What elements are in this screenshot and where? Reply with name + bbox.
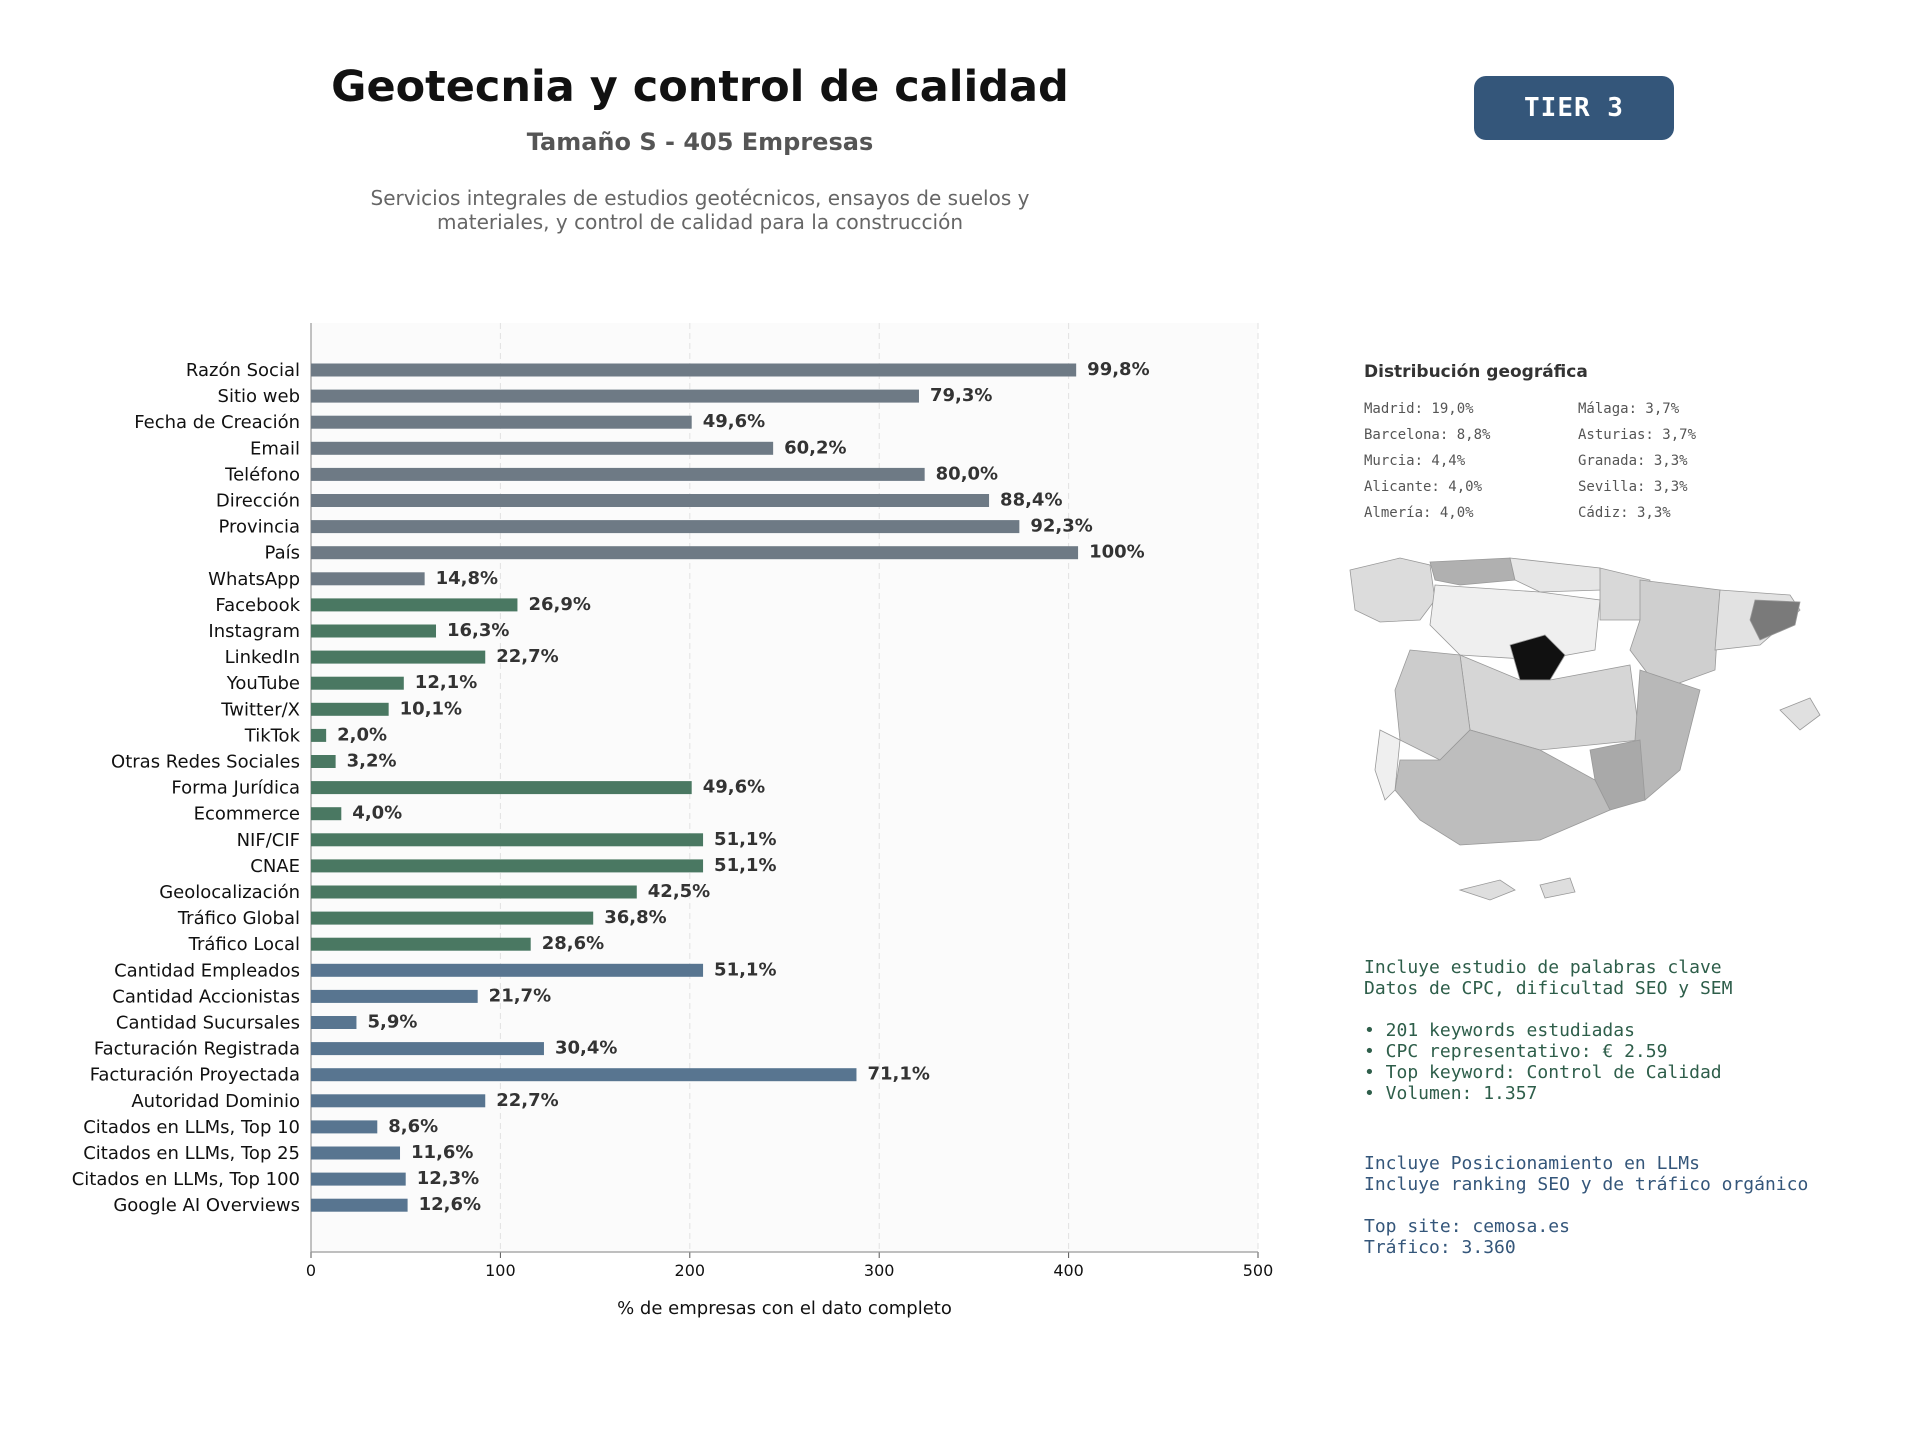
x-tick-label: 300 [863,1261,895,1280]
region-valencia [1635,670,1700,800]
data-label: 36,8% [604,907,667,929]
x-tick-label: 500 [1242,1261,1274,1280]
chart-subtitle: Tamaño S - 405 Empresas [526,128,874,156]
category-label: Cantidad Accionistas [112,986,300,1008]
data-label: 49,6% [702,411,766,433]
geo-item: Sevilla: 3,3% [1578,479,1688,495]
data-label: 14,8% [435,567,499,589]
data-label: 51,1% [714,828,777,850]
bar [311,755,336,768]
category-label: Facturación Registrada [93,1038,300,1060]
category-label: Email [250,438,300,460]
data-label: 99,8% [1087,359,1150,380]
category-label: Cantidad Sucursales [115,1012,300,1034]
bar [311,572,425,585]
data-label: 30,4% [554,1037,618,1059]
bar [311,1173,406,1186]
category-label: Facebook [215,594,300,616]
bar [311,990,478,1003]
category-label: Autoridad Dominio [131,1090,300,1112]
region-galicia [1350,558,1435,622]
category-label: Forma Jurídica [171,777,300,799]
geo-item: Granada: 3,3% [1578,453,1688,469]
bar [311,468,925,481]
category-label: CNAE [250,855,300,877]
data-label: 60,2% [784,437,847,459]
region-barcelona [1750,600,1800,640]
category-label: Teléfono [225,464,300,486]
category-label: Twitter/X [221,699,300,721]
keywords-bullet: • CPC representativo: € 2.59 [1364,1041,1668,1062]
bar [311,1042,544,1055]
keywords-bullet: • Top keyword: Control de Calidad [1364,1062,1722,1083]
geo-item: Almería: 4,0% [1364,505,1474,521]
tier-badge: TIER 3 [1474,76,1674,140]
data-label: 92,3% [1030,515,1093,537]
geo-item: Cádiz: 3,3% [1578,505,1671,521]
geo-item: Murcia: 4,4% [1364,453,1466,469]
category-label: LinkedIn [224,647,300,669]
category-label: Provincia [218,516,300,538]
category-label: Citados en LLMs, Top 100 [71,1169,300,1191]
data-label: 8,6% [388,1115,439,1137]
region-cantabria-pv [1510,558,1602,592]
bar [311,625,436,638]
data-label: 12,6% [418,1194,482,1216]
category-label: Ecommerce [193,803,300,825]
data-label: 22,7% [496,1089,559,1111]
bar [311,703,389,716]
category-label: Fecha de Creación [134,412,300,434]
geo-distribution-title: Distribución geográfica [1364,362,1588,382]
category-label: Cantidad Empleados [114,960,300,982]
keywords-bullet: • 201 keywords estudiadas [1364,1020,1635,1041]
keywords-line-2: Datos de CPC, dificultad SEO y SEM [1364,978,1733,999]
category-label: País [264,542,300,564]
data-label: 26,9% [528,593,591,615]
category-label: Geolocalización [159,882,300,903]
region-asturias [1430,558,1515,585]
category-label: Dirección [215,490,300,512]
x-tick-label: 0 [305,1261,317,1280]
data-label: 100% [1089,541,1145,563]
bar [311,912,593,925]
chart-description: Servicios integrales de estudios geotécnicos, ensayos de suelos y materiales, y control de calidad para la construcción [370,186,1030,234]
geo-item: Asturias: 3,7% [1578,427,1697,443]
region-baleares [1780,698,1820,730]
x-tick-label: 400 [1053,1261,1084,1280]
category-label: Sitio web [217,386,300,408]
bar [311,364,1076,377]
chart-title: Geotecnia y control de calidad [331,62,1069,112]
data-label: 16,3% [447,620,510,641]
keywords-bullet: • Volumen: 1.357 [1364,1083,1538,1104]
x-tick-label: 200 [674,1261,706,1280]
bar [311,598,517,611]
keywords-line-1: Incluye estudio de palabras clave [1364,957,1722,978]
spain-choropleth-map [1340,540,1860,910]
bar [311,1016,356,1029]
x-axis-title: % de empresas con el dato completo [617,1298,952,1319]
bar [311,494,989,507]
bar [311,651,485,664]
category-label: Tráfico Global [177,908,300,930]
bar [311,807,341,820]
data-label: 10,1% [399,698,463,720]
geo-item: Madrid: 19,0% [1364,401,1474,417]
data-label: 42,5% [647,881,711,902]
bar [311,729,326,742]
category-label: Otras Redes Sociales [111,751,300,773]
bar [311,442,773,455]
bar [311,833,703,846]
bar [311,546,1078,559]
category-label: TikTok [244,725,300,747]
bar [311,1199,408,1212]
data-label: 49,6% [702,776,766,798]
geo-item: Alicante: 4,0% [1364,479,1483,495]
bar [311,390,919,403]
category-label: Citados en LLMs, Top 25 [83,1143,300,1164]
data-label: 21,7% [488,985,552,1007]
llm-traffic: Tráfico: 3.360 [1364,1237,1516,1258]
data-label: 3,2% [346,750,397,772]
data-label: 11,6% [411,1142,474,1163]
category-label: Citados en LLMs, Top 10 [83,1116,300,1138]
category-label: Google AI Overviews [113,1195,300,1217]
data-label: 79,3% [929,385,993,407]
data-label: 28,6% [541,933,605,955]
x-tick-label: 100 [485,1261,516,1280]
category-label: WhatsApp [208,568,300,590]
llm-top-site: Top site: cemosa.es [1364,1216,1570,1237]
bar [311,964,703,977]
category-label: Instagram [208,621,300,642]
category-label: NIF/CIF [236,829,300,851]
llm-line-2: Incluye ranking SEO y de tráfico orgánico [1364,1174,1809,1195]
data-label: 22,7% [496,646,559,668]
data-label: 71,1% [867,1063,930,1085]
data-label: 88,4% [1000,489,1063,511]
category-label: Facturación Proyectada [89,1064,300,1086]
bar [311,1094,485,1107]
region-canarias [1460,878,1575,900]
category-label: YouTube [226,673,300,695]
bar [311,859,703,872]
data-label: 12,3% [416,1168,480,1190]
bar [311,1120,377,1133]
geo-item: Barcelona: 8,8% [1364,427,1491,443]
bar [311,781,692,794]
bar [311,938,531,951]
llm-line-1: Incluye Posicionamiento en LLMs [1364,1153,1700,1174]
bar [311,416,692,429]
geo-item: Málaga: 3,7% [1578,401,1680,417]
data-label: 51,1% [714,854,777,876]
data-label: 5,9% [367,1011,418,1033]
bar [311,1068,856,1081]
data-label: 51,1% [714,959,777,981]
data-label: 4,0% [352,802,403,824]
data-label: 12,1% [414,672,478,694]
data-label: 2,0% [337,724,388,746]
bar [311,520,1019,533]
category-label: Tráfico Local [188,934,300,956]
bar [311,886,637,899]
data-label: 80,0% [935,463,999,485]
bar [311,1147,400,1160]
category-label: Razón Social [185,360,300,381]
bar [311,677,404,690]
